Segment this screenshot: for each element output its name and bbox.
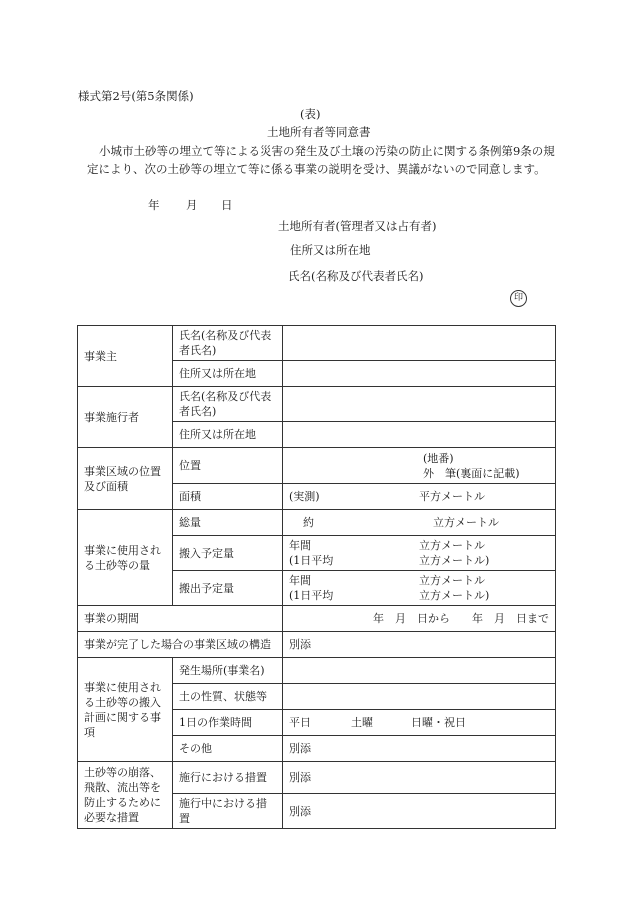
- measured-label: (実測): [289, 490, 320, 503]
- contractor-name-value[interactable]: [283, 387, 556, 422]
- total-volume-value[interactable]: [283, 510, 556, 536]
- date-year-label: 年: [148, 198, 160, 212]
- construction-measures-label: 施行における措置: [173, 762, 283, 794]
- other-value[interactable]: 別添: [283, 736, 556, 762]
- side-label: (表): [300, 107, 321, 121]
- seal-icon: 印: [510, 290, 527, 307]
- soil-nature-label: 土の性質、状態等: [173, 684, 283, 710]
- inflow-plan-label: 事業に使用される土砂等の搬入計画に関する事項: [78, 658, 173, 762]
- contractor-label: 事業施行者: [78, 387, 173, 448]
- contractor-name-field-label: 氏名(名称及び代表者氏名): [173, 387, 283, 422]
- location-label: 位置: [173, 448, 283, 484]
- area-label: 事業区域の位置及び面積: [78, 448, 173, 510]
- approx-label: 約: [303, 516, 314, 529]
- period-label: 事業の期間: [78, 606, 283, 632]
- outflow-annual-label: 年間: [289, 574, 311, 587]
- lot-number-label: (地番): [423, 451, 454, 465]
- document-title: 土地所有者等同意書: [267, 125, 371, 139]
- owner-name-field-label: 氏名(名称及び代表者氏名): [173, 326, 283, 361]
- contractor-address-field-label: 住所又は所在地: [173, 422, 283, 448]
- consent-statement: 小城市土砂等の埋立て等による災害の発生及び土壌の汚染の防止に関する条例第9条の規定により、次の土砂等の埋立て等に係る事業の説明を受け、異議がないので同意します。: [87, 144, 555, 176]
- work-hours-label: 1日の作業時間: [173, 710, 283, 736]
- outflow-label: 搬出予定量: [173, 571, 283, 606]
- source-value[interactable]: [283, 658, 556, 684]
- measures-label: 土砂等の崩落、飛散、流出等を防止するために必要な措置: [78, 762, 173, 829]
- business-owner-label: 事業主: [78, 326, 173, 387]
- holiday-label: 日曜・祝日: [411, 716, 466, 729]
- form-number: 様式第2号(第5条関係): [78, 89, 194, 103]
- outflow-annual-unit: 立方メートル: [419, 574, 485, 587]
- inflow-annual-unit: 立方メートル: [419, 539, 485, 552]
- outflow-daily-label: (1日平均: [289, 589, 334, 602]
- weekday-label: 平日: [289, 716, 311, 729]
- date-day-label: 日: [221, 198, 233, 212]
- contractor-address-value[interactable]: [283, 422, 556, 448]
- total-volume-label: 総量: [173, 510, 283, 536]
- owner-address-value[interactable]: [283, 361, 556, 387]
- work-hours-value[interactable]: [283, 710, 556, 736]
- area-size-value[interactable]: [283, 484, 556, 510]
- inflow-daily-label: (1日平均: [289, 554, 334, 567]
- inflow-annual-label: 年間: [289, 539, 311, 552]
- soil-volume-label: 事業に使用される土砂等の量: [78, 510, 173, 606]
- inflow-label: 搬入予定量: [173, 536, 283, 571]
- other-label: その他: [173, 736, 283, 762]
- cbm-unit: 立方メートル: [433, 516, 499, 529]
- source-label: 発生場所(事業名): [173, 658, 283, 684]
- construction-measures-value[interactable]: 別添: [283, 762, 556, 794]
- sqm-unit: 平方メートル: [419, 490, 485, 503]
- consent-form-table: [77, 325, 556, 829]
- soil-nature-value[interactable]: [283, 684, 556, 710]
- location-value[interactable]: [283, 448, 556, 484]
- date-month-label: 月: [186, 198, 198, 212]
- during-measures-label: 施行中における措置: [173, 794, 283, 829]
- owner-label: 土地所有者(管理者又は占有者): [278, 219, 437, 233]
- owner-address-label: 住所又は所在地: [290, 243, 371, 257]
- saturday-label: 土曜: [351, 716, 373, 729]
- outflow-value[interactable]: [283, 571, 556, 606]
- owner-name-value[interactable]: [283, 326, 556, 361]
- during-measures-value[interactable]: 別添: [283, 794, 556, 829]
- inflow-daily-unit: 立方メートル): [419, 554, 490, 567]
- owner-name-label: 氏名(名称及び代表者氏名): [288, 269, 424, 283]
- structure-value[interactable]: 別添: [283, 632, 556, 658]
- period-value[interactable]: 年 月 日から 年 月 日まで: [283, 606, 556, 632]
- area-size-label: 面積: [173, 484, 283, 510]
- structure-label: 事業が完了した場合の事業区域の構造: [78, 632, 283, 658]
- owner-address-field-label: 住所又は所在地: [173, 361, 283, 387]
- inflow-value[interactable]: [283, 536, 556, 571]
- outflow-daily-unit: 立方メートル): [419, 589, 490, 602]
- other-lots-label: 外 筆(裏面に記載): [423, 466, 520, 480]
